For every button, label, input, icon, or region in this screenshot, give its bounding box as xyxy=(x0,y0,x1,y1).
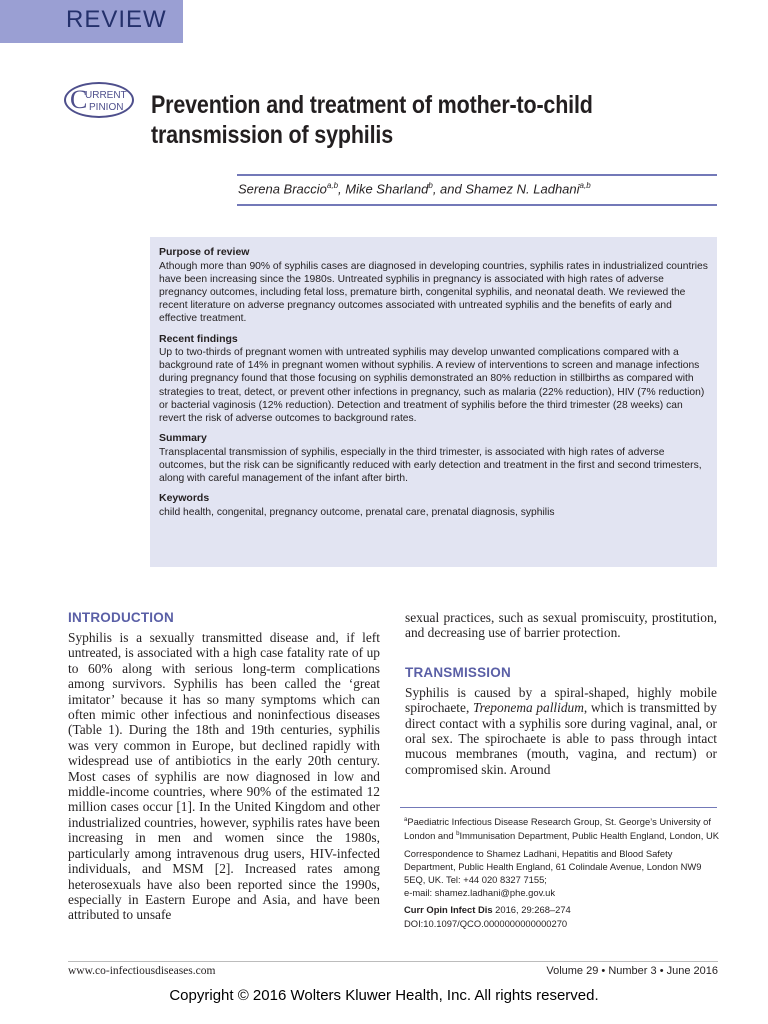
author-name: Serena Braccio xyxy=(238,181,327,197)
email: e-mail: shamez.ladhani@phe.gov.uk xyxy=(404,887,556,899)
logo-line-2: PINION xyxy=(89,102,124,113)
author-list xyxy=(238,181,591,196)
author-name: Mike Sharland xyxy=(345,181,429,197)
title-line-2: transmission of syphilis xyxy=(151,121,393,149)
article-title xyxy=(151,90,650,150)
authors-top-rule xyxy=(237,174,717,176)
author-affiliation: b xyxy=(428,181,433,190)
affiliations xyxy=(404,814,720,843)
bullet: • xyxy=(659,965,664,977)
issue-date: June 2016 xyxy=(666,965,718,977)
transmission-text-part: , which is transmitted by direct contact with a syphilis sore during vaginal, anal, or oral sex. The spirochaete is able to pass through intact mucous membranes (mouth, vagina, and rectum) or compromised skin. Around xyxy=(405,700,717,777)
affiliation-a: Paediatric Infectious Disease Research Group, St. George’s University of London and xyxy=(404,816,711,842)
citation xyxy=(404,903,720,916)
findings-heading: Recent findings xyxy=(159,332,238,345)
transmission-heading: TRANSMISSION xyxy=(405,664,511,680)
journal-website: www.co-infectiousdiseases.com xyxy=(68,965,216,977)
footnote-rule xyxy=(400,807,717,808)
transmission-text-part: Syphilis is caused by a spiral-shaped, highly mobile spirochaete, xyxy=(405,684,717,716)
summary-heading: Summary xyxy=(159,432,207,445)
author-affiliation: a,b xyxy=(326,181,339,190)
introduction-text: Syphilis is a sexually transmitted disease and, if left untreated, is associated with a high case fatality rate of up to 60% along with serious long-term complications among survivors. Syphilis has been called the ‘great imitator’ because it has so many symptoms which can often mimic other infectious and noninfectious diseases (Table 1). During the 18th and 19th centuries, syphilis was very common in Europe, but declined rapidly with widespread use of antibiotics in the early 20th century. Most cases of syphilis are now diagnosed in low and middle-income countries, where 90% of the estimated 12 million cases occur [1]. In the United Kingdom and other industrialized countries, however, syphilis rates have been increasing in men and women since the 1980s, particularly among intravenous drug users, HIV-infected individuals, and MSM [2]. Increased rates among heterosexuals have also been reported since the 1990s, especially in Eastern Europe and Asia, and have been attributed to unsafe xyxy=(68,630,380,923)
footnotes xyxy=(404,814,720,934)
authors-bottom-rule xyxy=(237,204,717,206)
doi: DOI:10.1097/QCO.0000000000000270 xyxy=(404,917,568,929)
footer-rule xyxy=(68,961,718,962)
volume: Volume 29 xyxy=(546,965,599,977)
affiliation-b: Immunisation Department, Public Health England, London, UK xyxy=(459,830,720,842)
author-separator: , xyxy=(338,181,346,197)
species-name: Treponema pallidum xyxy=(472,700,584,716)
findings-text: Up to two-thirds of pregnant women with untreated syphilis may develop unwanted complications compared with a background rate of 14% in pregnant women without syphilis. A review of interventions to screen and manage infections during pregnancy found that those focusing on syphilis demonstrated an 80% reduction in stillbirths as compared with strategies to treat, detect, or prevent other infections in pregnancy, such as malaria (22% reduction), HIV (7% reduction) or bacterial vaginosis (12% reduction). Detection and treatment of syphilis before the third trimester (28 weeks) can revert the risk of adverse outcomes to background rates. xyxy=(159,347,705,425)
journal-name: Curr Opin Infect Dis xyxy=(404,904,493,916)
logo-line-1: URRENT xyxy=(85,90,127,101)
body-column-right xyxy=(405,610,717,777)
author-affiliation: a,b xyxy=(579,181,591,190)
aff-mark: a xyxy=(404,817,408,823)
introduction-heading: INTRODUCTION xyxy=(68,610,174,625)
section-label: REVIEW xyxy=(66,6,167,33)
copyright-notice: Copyright © 2016 Wolters Kluwer Health, Inc. All rights reserved. xyxy=(169,987,599,1004)
citation-details: 2016, 29:268–274 xyxy=(492,904,571,916)
abstract-box xyxy=(150,237,717,567)
keywords-heading: Keywords xyxy=(159,492,210,505)
section-tab xyxy=(0,0,183,43)
purpose-heading: Purpose of review xyxy=(159,246,250,258)
summary-text: Transplacental transmission of syphilis, especially in the third trimester, is associated with high rates of adverse outcomes, but the risk can be significantly reduced with early detection and treatment in the first and second trimesters, along with careful management of the infant after birth. xyxy=(159,446,702,485)
author-separator: , and xyxy=(432,181,466,197)
issue-info xyxy=(546,965,718,977)
keywords-text: child health, congenital, pregnancy outcome, prenatal care, prenatal diagnosis, syphilis xyxy=(159,506,555,518)
author-name: Shamez N. Ladhani xyxy=(465,181,580,197)
transmission-text xyxy=(405,685,717,777)
purpose-text: Athough more than 90% of syphilis cases are diagnosed in developing countries, syphilis rates in industrialized countries have been increasing since the 1980s. Untreated syphilis in pregnancy is associated with high rates of adverse pregnancy outcomes, including fetal loss, premature birth, congenital syphilis, and neonatal death. We reviewed the recent literature on adverse pregnancy outcomes associated with untreated syphilis and the benefits of early and effective treatment. xyxy=(159,260,708,325)
body-column-left xyxy=(68,610,380,923)
aff-mark: b xyxy=(456,831,460,838)
title-line-1: Prevention and treatment of mother-to-child xyxy=(151,91,593,119)
issue-number: Number 3 xyxy=(608,965,657,977)
correspondence: Correspondence to Shamez Ladhani, Hepatitis and Blood Safety Department, Public Health England, 61 Colindale Avenue, London NW9 5EQ, UK. Tel: +44 020 8327 7155; xyxy=(404,847,702,886)
bullet: • xyxy=(601,965,606,977)
logo-letter: C xyxy=(70,85,88,114)
introduction-continuation: sexual practices, such as sexual promiscuity, prostitution, and decreasing use of barrier protection. xyxy=(405,610,717,641)
current-opinion-logo xyxy=(64,82,134,118)
